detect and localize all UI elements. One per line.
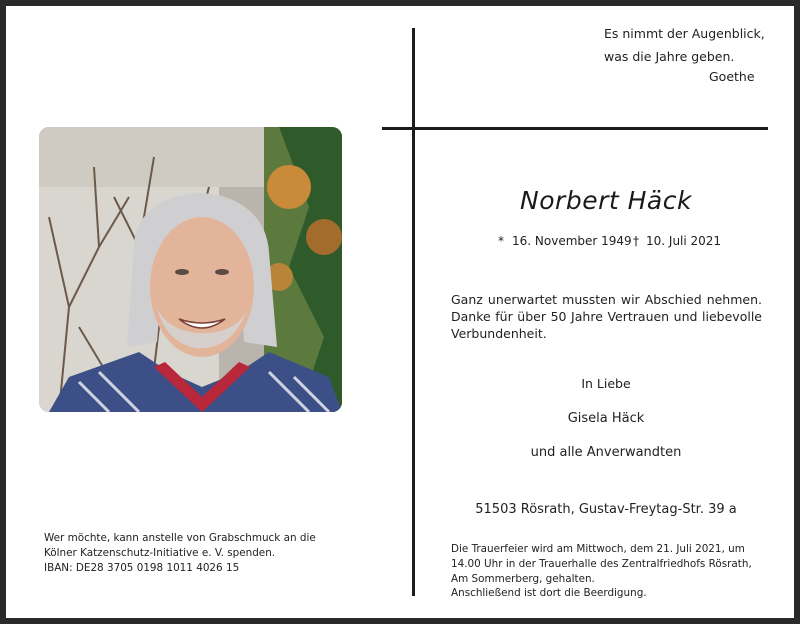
portrait-photo (39, 127, 342, 412)
farewell-intro: In Liebe (581, 376, 631, 391)
ceremony-line-2: 14.00 Uhr in der Trauerhalle des Zentralfriedhofs Rösrath, (451, 558, 752, 570)
cross-vertical-bar (412, 28, 415, 596)
donation-line-1: Wer möchte, kann anstelle von Grabschmuck an die (44, 532, 316, 544)
ceremony-line-4: Anschließend ist dort die Beerdigung. (451, 587, 647, 599)
birth-date: 16. November 1949 (512, 234, 632, 248)
cross-horizontal-bar (382, 127, 768, 130)
donation-iban: IBAN: DE28 3705 0198 1011 4026 15 (44, 562, 240, 574)
birth-symbol: * (498, 234, 504, 248)
mourning-address: 51503 Rösrath, Gustav-Freytag-Str. 39 a (475, 502, 737, 517)
death-date: 10. Juli 2021 (646, 234, 722, 248)
deceased-name: Norbert Häck (520, 186, 692, 215)
donation-line-2: Kölner Katzenschutz-Initiative e. V. spenden. (44, 547, 276, 559)
quote-line-2: was die Jahre geben. (604, 49, 735, 64)
quote-author: Goethe (709, 69, 755, 84)
quote-line-1: Es nimmt der Augenblick, (604, 26, 765, 41)
ceremony-line-3: Am Sommerberg, gehalten. (451, 573, 595, 585)
signer-name: Gisela Häck (567, 411, 645, 426)
death-symbol: † (633, 234, 639, 248)
relatives-line: und alle Anverwandten (530, 445, 682, 460)
ceremony-line-1: Die Trauerfeier wird am Mittwoch, dem 21. Juli 2021, um (451, 543, 745, 555)
farewell-message: Ganz unerwartet mussten wir Abschied nehmen. Danke für über 50 Jahre Vertrauen und liebevolle Verbundenheit. (451, 292, 762, 341)
